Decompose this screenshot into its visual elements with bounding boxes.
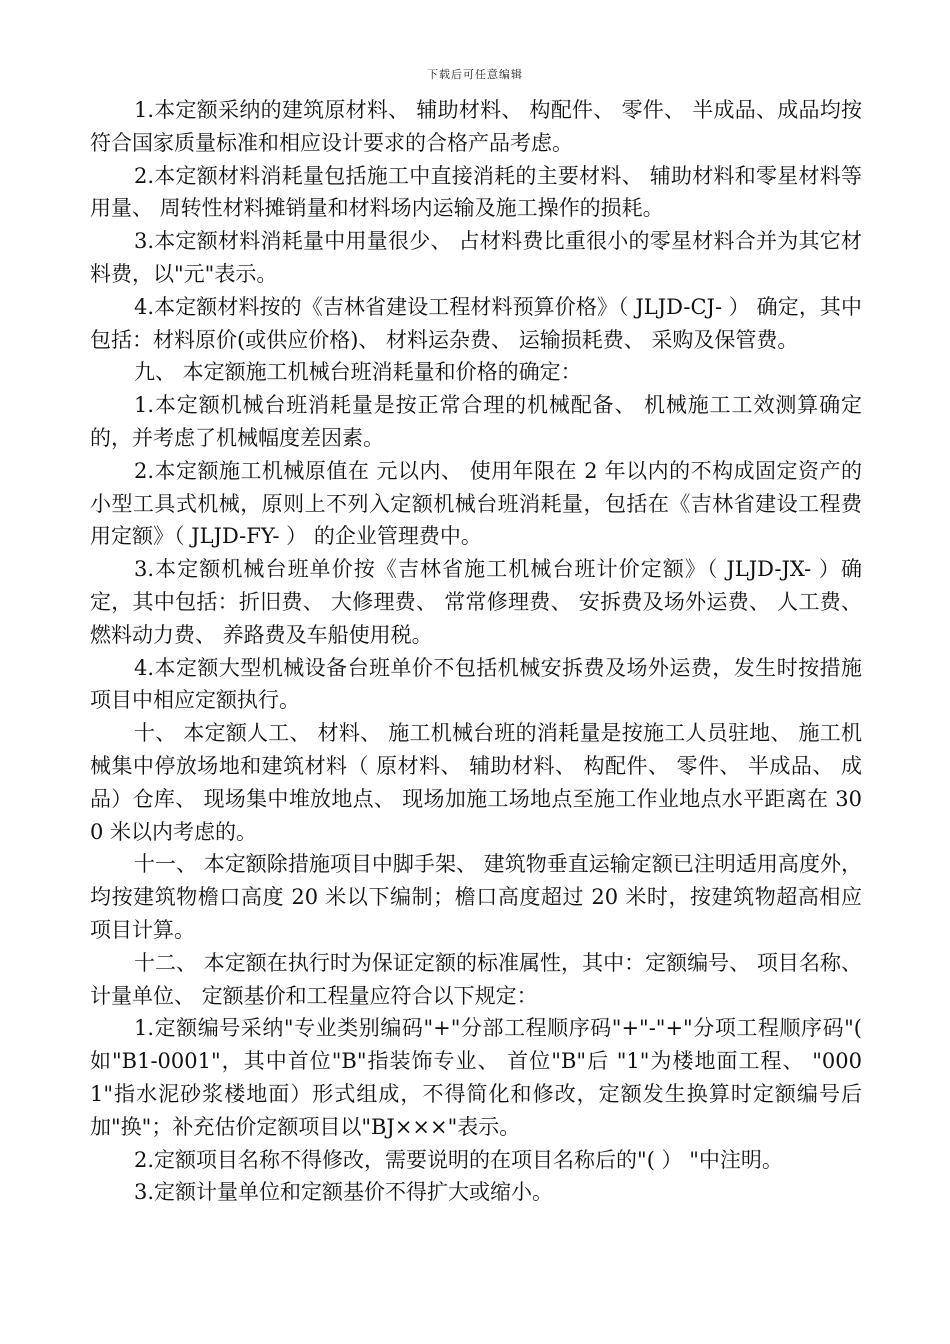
section-heading-nine: 九、 本定额施工机械台班消耗量和价格的确定： (134, 360, 582, 385)
paragraph-rule-3: 3.定额计量单位和定额基价不得扩大或缩小。 (134, 1180, 554, 1205)
paragraph-material-3: 3.本定额材料消耗量中用量很少、 占材料费比重很小的零星材料合并为其它材料费，以"元"表示。 (90, 229, 862, 286)
paragraph-material-1: 1.本定额采纳的建筑原材料、 辅助材料、 构配件、 零件、 半成品、成品均按符合国家质量标准和相应设计要求的合格产品考虑。 (90, 98, 863, 155)
paragraph-machine-1: 1.本定额机械台班消耗量是按正常合理的机械配备、 机械施工工效测算确定的，并考虑了机械幅度差因素。 (90, 393, 862, 450)
paragraph-material-4: 4.本定额材料按的《吉林省建设工程材料预算价格》（ JLJD-CJ- ） 确定，其中包括：材料原价(或供应价格)、 材料运杂费、 运输损耗费、 采购及保管费。 (90, 294, 862, 352)
paragraph-machine-3: 3.本定额机械台班单价按《吉林省施工机械台班计价定额》（ JLJD-JX- ）确定，其中包括：折旧费、 大修理费、 常常修理费、 安拆费及场外运费、 人工费、 燃料动力费、 养路费及车船使用税。 (90, 557, 862, 647)
section-ten: 十、 本定额人工、 材料、 施工机械台班的消耗量是按施工人员驻地、 施工机械集中停放场地和建筑材料（ 原材料、 辅助材料、 构配件、 零件、 半成品、 成品）仓库、 现场集中堆放地点、 现场加施工场地点至施工作业地点水平距离在 300 米以内考虑的。 (90, 721, 862, 844)
section-eleven: 十一、 本定额除措施项目中脚手架、 建筑物垂直运输定额已注明适用高度外，均按建筑物檐口高度 20 米以下编制；檐口高度超过 20 米时，按建筑物超高相应项目计算。 (90, 852, 862, 942)
paragraph-material-2: 2.本定额材料消耗量包括施工中直接消耗的主要材料、 辅助材料和零星材料等用量、 周转性材料摊销量和材料场内运输及施工操作的损耗。 (90, 163, 862, 221)
document-body (90, 94, 862, 1209)
paragraph-machine-4: 4.本定额大型机械设备台班单价不包括机械安拆费及场外运费，发生时按措施项目中相应定额执行。 (90, 655, 862, 713)
paragraph-rule-2: 2.定额项目名称不得修改，需要说明的在项目名称后的"( ） "中注明。 (134, 1147, 783, 1172)
page-header: 下载后可任意编辑 (427, 68, 523, 81)
paragraph-machine-2: 2.本定额施工机械原值在 元以内、 使用年限在 2 年以内的不构成固定资产的小型工具式机械，原则上不列入定额机械台班消耗量，包括在《吉林省建设工程费用定额》（ JLJD-FY- ） 的企业管理费中。 (90, 458, 862, 549)
paragraph-rule-1: 1.定额编号采纳"专业类别编码"+"分部工程顺序码"+"-"+"分项工程顺序码"( 如"B1-0001"，其中首位"B"指装饰专业、 首位"B"后 "1"为楼地面工程、 "0001"指水泥砂浆楼地面）形式组成，不得简化和修改，定额发生换算时定额编号后加"换"；补充估价定额项目以"BJ×××"表示。 (90, 1016, 862, 1139)
section-twelve: 十二、 本定额在执行时为保证定额的标准属性，其中：定额编号、 项目名称、 计量单位、 定额基价和工程量应符合以下规定： (90, 950, 862, 1008)
